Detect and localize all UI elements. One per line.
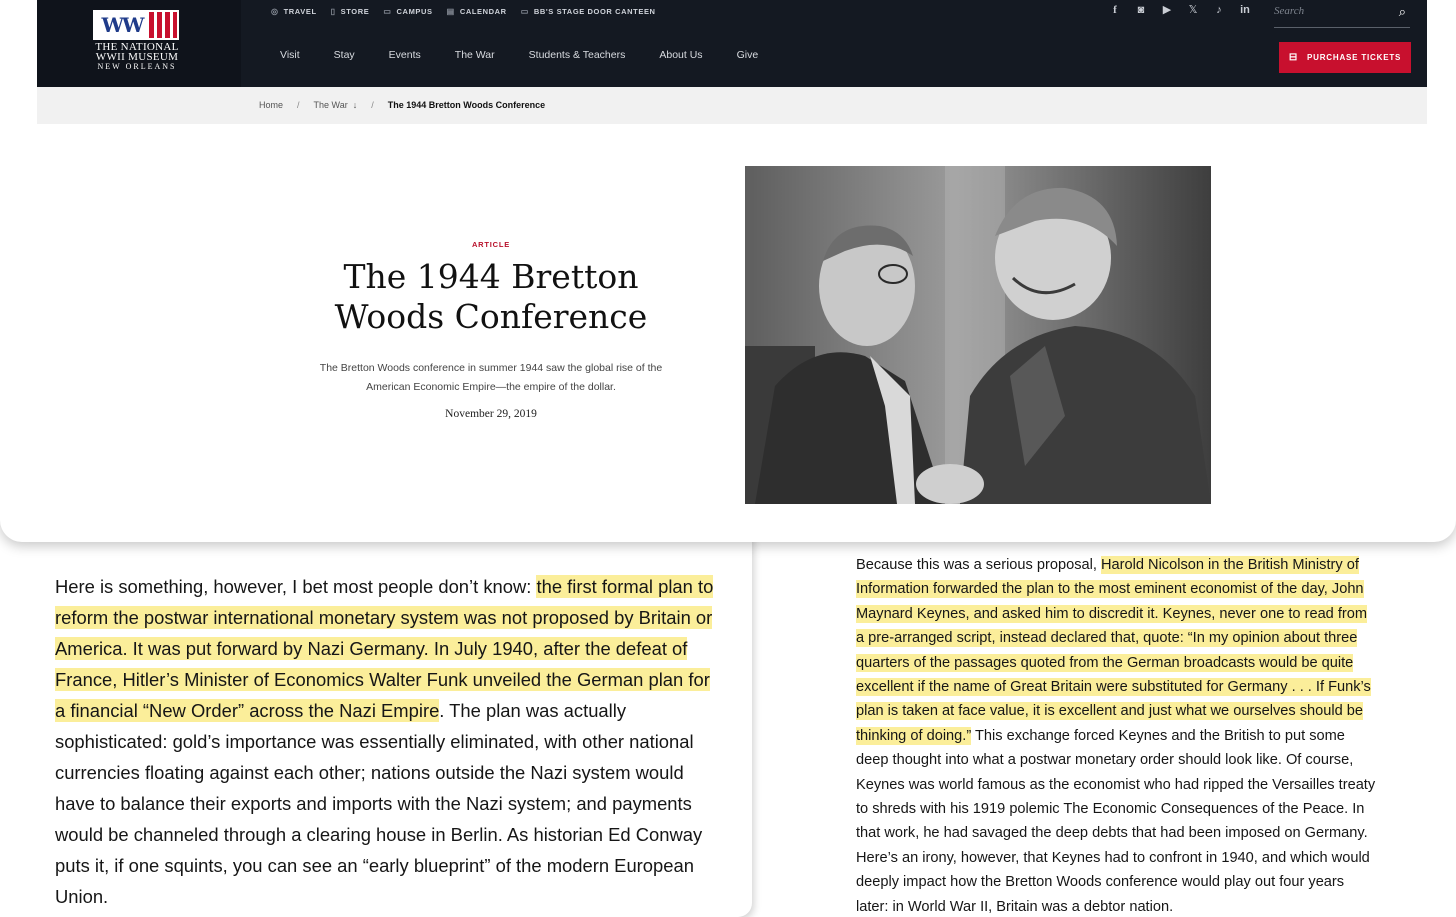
ticket-icon: ⊟	[1288, 52, 1299, 63]
breadcrumb	[37, 87, 1427, 124]
facebook-icon[interactable]: f	[1113, 3, 1117, 16]
utility-label: STORE	[340, 6, 370, 16]
logo-stripes	[149, 12, 177, 38]
utility-label: TRAVEL	[283, 6, 317, 16]
nav-stay[interactable]: Stay	[333, 49, 355, 61]
highlight-left: the first formal plan to reform the postwar international monetary system was not proposed by Britain or America. It was put forward by Nazi Germany. In July 1940, after the defeat of France, Hitler’s Minister of Economics Walter Funk unveiled the German plan for a financial “New Order” across the Nazi Empire	[55, 576, 714, 721]
logo-mark	[93, 10, 179, 40]
article-eyebrow: ARTICLE	[471, 240, 511, 249]
site-header	[37, 0, 1427, 87]
nav-students-teachers[interactable]: Students & Teachers	[528, 49, 626, 61]
bag-icon: ▯	[330, 6, 336, 16]
breadcrumb-section-label: The War	[313, 100, 348, 110]
tiktok-icon[interactable]: ♪	[1216, 3, 1222, 16]
search-input[interactable]	[1274, 5, 1374, 17]
search-box	[1274, 2, 1410, 28]
main-nav	[280, 49, 792, 61]
utility-label: BB'S STAGE DOOR CANTEEN	[533, 6, 656, 16]
logo-line-1: THE NATIONAL	[95, 41, 179, 53]
breadcrumb-home[interactable]: Home	[259, 100, 284, 110]
logo-text	[77, 42, 197, 72]
article-dek: The Bretton Woods conference in summer 1944 saw the global rise of the American Economic Empire—the empire of the dollar.	[319, 362, 663, 393]
nav-visit[interactable]: Visit	[280, 49, 300, 61]
logo-mark-text: WW	[95, 12, 149, 38]
map-icon: ▭	[383, 6, 392, 16]
arrow-down-icon: ↓	[352, 100, 358, 110]
utility-store[interactable]	[331, 7, 370, 16]
instagram-icon[interactable]: ◙	[1137, 3, 1145, 16]
article-date: November 29, 2019	[445, 408, 537, 420]
hero-photo-illustration	[745, 166, 1211, 504]
utility-campus[interactable]	[383, 7, 432, 16]
body-left-post: . The plan was actually sophisticated: gold’s importance was essentially eliminated, with other national currencies floating against each other; nations outside the Nazi system would have to balance their exports and imports with the Nazi system; and payments would be channeled through a clearing house in Berlin. As historian Ed Conway puts it, if one squints, you can see an “early blueprint” of the modern European Union.	[55, 700, 703, 907]
social-links	[1109, 3, 1251, 16]
youtube-icon[interactable]: ▶	[1162, 4, 1172, 16]
article-header	[290, 240, 692, 420]
utility-calendar[interactable]	[447, 7, 507, 16]
breadcrumb-current: The 1944 Bretton Woods Conference	[387, 100, 546, 110]
nav-the-war[interactable]: The War	[454, 49, 495, 61]
logo-line-3: NEW ORLEANS	[97, 62, 177, 71]
ticket-icon: ▭	[520, 6, 529, 16]
utility-nav	[271, 5, 656, 17]
body-left-pre: Here is something, however, I bet most people don’t know:	[55, 576, 537, 597]
utility-label: CALENDAR	[459, 6, 507, 16]
body-right-pre: Because this was a serious proposal,	[856, 557, 1101, 573]
calendar-icon: ▤	[446, 6, 455, 16]
body-right-post: This exchange forced Keynes and the British to put some deep thought into what a postwar monetary order should look like. Of course, Keynes was world famous as the economist who had ripped the Versailles treaty to shreds with his 1919 polemic The Economic Consequences of the Peace. In that work, he had savaged the deep debts that had been imposed on Germany. Here’s an irony, however, that Keynes had to confront in 1940, and which would deeply impact how the Bretton Woods conference would play out four years later: in World War II, Britain was a debtor nation.	[856, 727, 1376, 915]
nav-about-us[interactable]: About Us	[659, 49, 703, 61]
breadcrumb-separator: /	[371, 100, 374, 110]
breadcrumb-separator: /	[297, 100, 300, 110]
utility-label: CAMPUS	[396, 6, 433, 16]
x-icon[interactable]: 𝕏	[1188, 4, 1198, 16]
nav-events[interactable]: Events	[388, 49, 421, 61]
site-logo[interactable]	[37, 0, 241, 87]
linkedin-icon[interactable]: in	[1240, 3, 1250, 16]
highlight-right: Harold Nicolson in the British Ministry of Information forwarded the plan to the most eminent economist of the day, John Maynard Keynes, and asked him to discredit it. Keynes, never one to read from a pre-arranged script, instead declared that, quote: “In my opinion about three quarters of the passages quoted from the German broadcasts would be quite excellent if the name of Great Britain were substituted for Germany . . . If Funk’s plan is taken at face value, it is excellent and just what we ourselves should be thinking of doing.”	[856, 557, 1371, 744]
body-paragraph-right	[856, 553, 1376, 917]
search-icon[interactable]: ⌕	[1398, 4, 1406, 19]
nav-give[interactable]: Give	[736, 49, 759, 61]
body-paragraph-left	[55, 571, 715, 912]
hero-photo	[745, 166, 1211, 504]
utility-travel[interactable]	[271, 7, 317, 16]
breadcrumb-section[interactable]	[314, 100, 358, 110]
logo-line-2: WWII MUSEUM	[95, 51, 179, 63]
purchase-tickets-button[interactable]	[1279, 42, 1411, 73]
utility-canteen[interactable]	[521, 7, 656, 16]
globe-icon: ◎	[271, 6, 279, 16]
page-title: The 1944 Bretton Woods Conference	[334, 257, 648, 336]
purchase-tickets-label: PURCHASE TICKETS	[1307, 53, 1402, 62]
